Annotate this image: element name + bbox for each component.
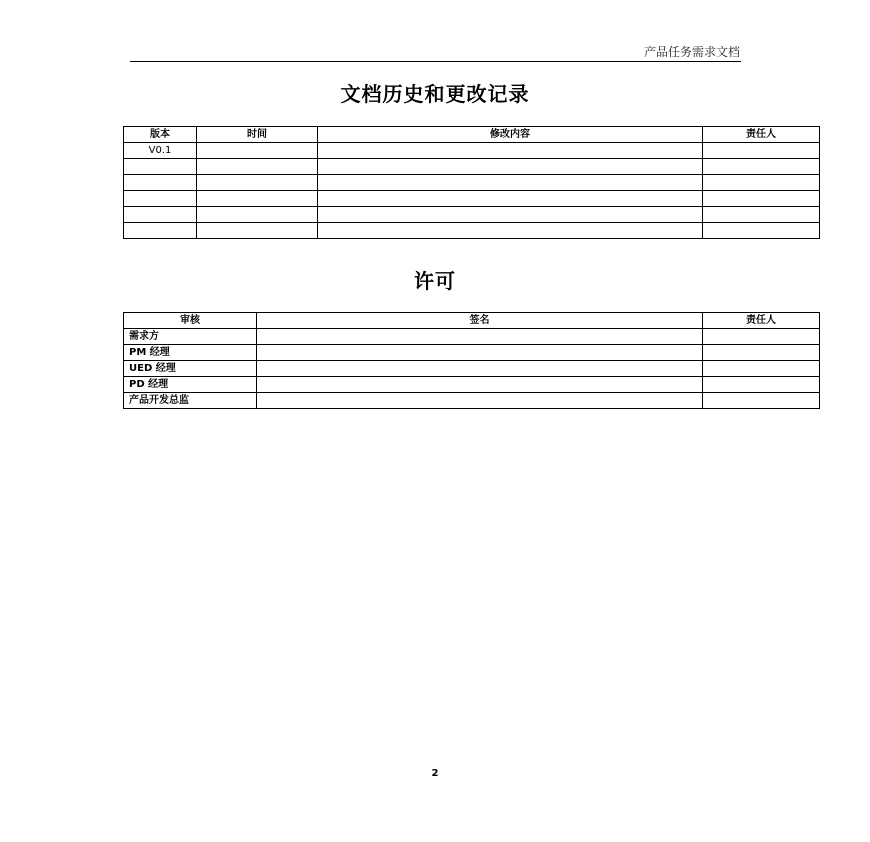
history-cell bbox=[124, 191, 197, 207]
table-row bbox=[124, 329, 820, 345]
approval-role: 需求方 bbox=[124, 329, 257, 345]
history-cell bbox=[703, 191, 820, 207]
approval-signature-cell bbox=[257, 361, 703, 377]
approval-role: PM 经理 bbox=[124, 345, 257, 361]
table-row bbox=[124, 143, 820, 159]
approval-col-owner: 责任人 bbox=[703, 313, 820, 329]
header-rule bbox=[130, 61, 741, 62]
history-cell bbox=[124, 223, 197, 239]
history-cell bbox=[703, 223, 820, 239]
table-row bbox=[124, 377, 820, 393]
history-cell bbox=[318, 223, 703, 239]
table-row bbox=[124, 175, 820, 191]
history-cell bbox=[197, 143, 318, 159]
history-cell bbox=[318, 159, 703, 175]
table-row bbox=[124, 361, 820, 377]
history-cell bbox=[197, 223, 318, 239]
approval-signature-cell bbox=[257, 345, 703, 361]
history-cell bbox=[703, 143, 820, 159]
history-cell bbox=[318, 207, 703, 223]
history-cell bbox=[124, 159, 197, 175]
history-col-changes: 修改内容 bbox=[318, 127, 703, 143]
approval-owner-cell bbox=[703, 377, 820, 393]
history-cell bbox=[703, 175, 820, 191]
history-header-row bbox=[124, 127, 820, 143]
history-cell bbox=[703, 159, 820, 175]
history-cell bbox=[197, 207, 318, 223]
table-row bbox=[124, 191, 820, 207]
history-col-version: 版本 bbox=[124, 127, 197, 143]
history-cell bbox=[197, 191, 318, 207]
page-number: 2 bbox=[431, 768, 439, 779]
history-cell bbox=[197, 175, 318, 191]
history-cell bbox=[703, 207, 820, 223]
history-cell bbox=[318, 191, 703, 207]
table-row bbox=[124, 159, 820, 175]
history-cell bbox=[124, 207, 197, 223]
approval-role: UED 经理 bbox=[124, 361, 257, 377]
approval-signature-cell bbox=[257, 329, 703, 345]
approval-owner-cell bbox=[703, 361, 820, 377]
history-table bbox=[123, 126, 820, 239]
approval-header-row bbox=[124, 313, 820, 329]
history-cell: V0.1 bbox=[124, 143, 197, 159]
approval-title: 许可 bbox=[414, 269, 456, 293]
history-cell bbox=[124, 175, 197, 191]
approval-owner-cell bbox=[703, 329, 820, 345]
approval-owner-cell bbox=[703, 393, 820, 409]
history-cell bbox=[318, 143, 703, 159]
approval-role: 产品开发总监 bbox=[124, 393, 257, 409]
approval-col-signature: 签名 bbox=[257, 313, 703, 329]
approval-signature-cell bbox=[257, 393, 703, 409]
history-col-owner: 责任人 bbox=[703, 127, 820, 143]
history-col-time: 时间 bbox=[197, 127, 318, 143]
table-row bbox=[124, 207, 820, 223]
history-title: 文档历史和更改记录 bbox=[340, 82, 530, 106]
approval-signature-cell bbox=[257, 377, 703, 393]
table-row bbox=[124, 393, 820, 409]
approval-owner-cell bbox=[703, 345, 820, 361]
approval-table bbox=[123, 312, 820, 409]
table-row bbox=[124, 223, 820, 239]
approval-col-review: 审核 bbox=[124, 313, 257, 329]
table-row bbox=[124, 345, 820, 361]
document-header-title: 产品任务需求文档 bbox=[643, 45, 740, 59]
approval-role: PD 经理 bbox=[124, 377, 257, 393]
history-cell bbox=[318, 175, 703, 191]
history-cell bbox=[197, 159, 318, 175]
